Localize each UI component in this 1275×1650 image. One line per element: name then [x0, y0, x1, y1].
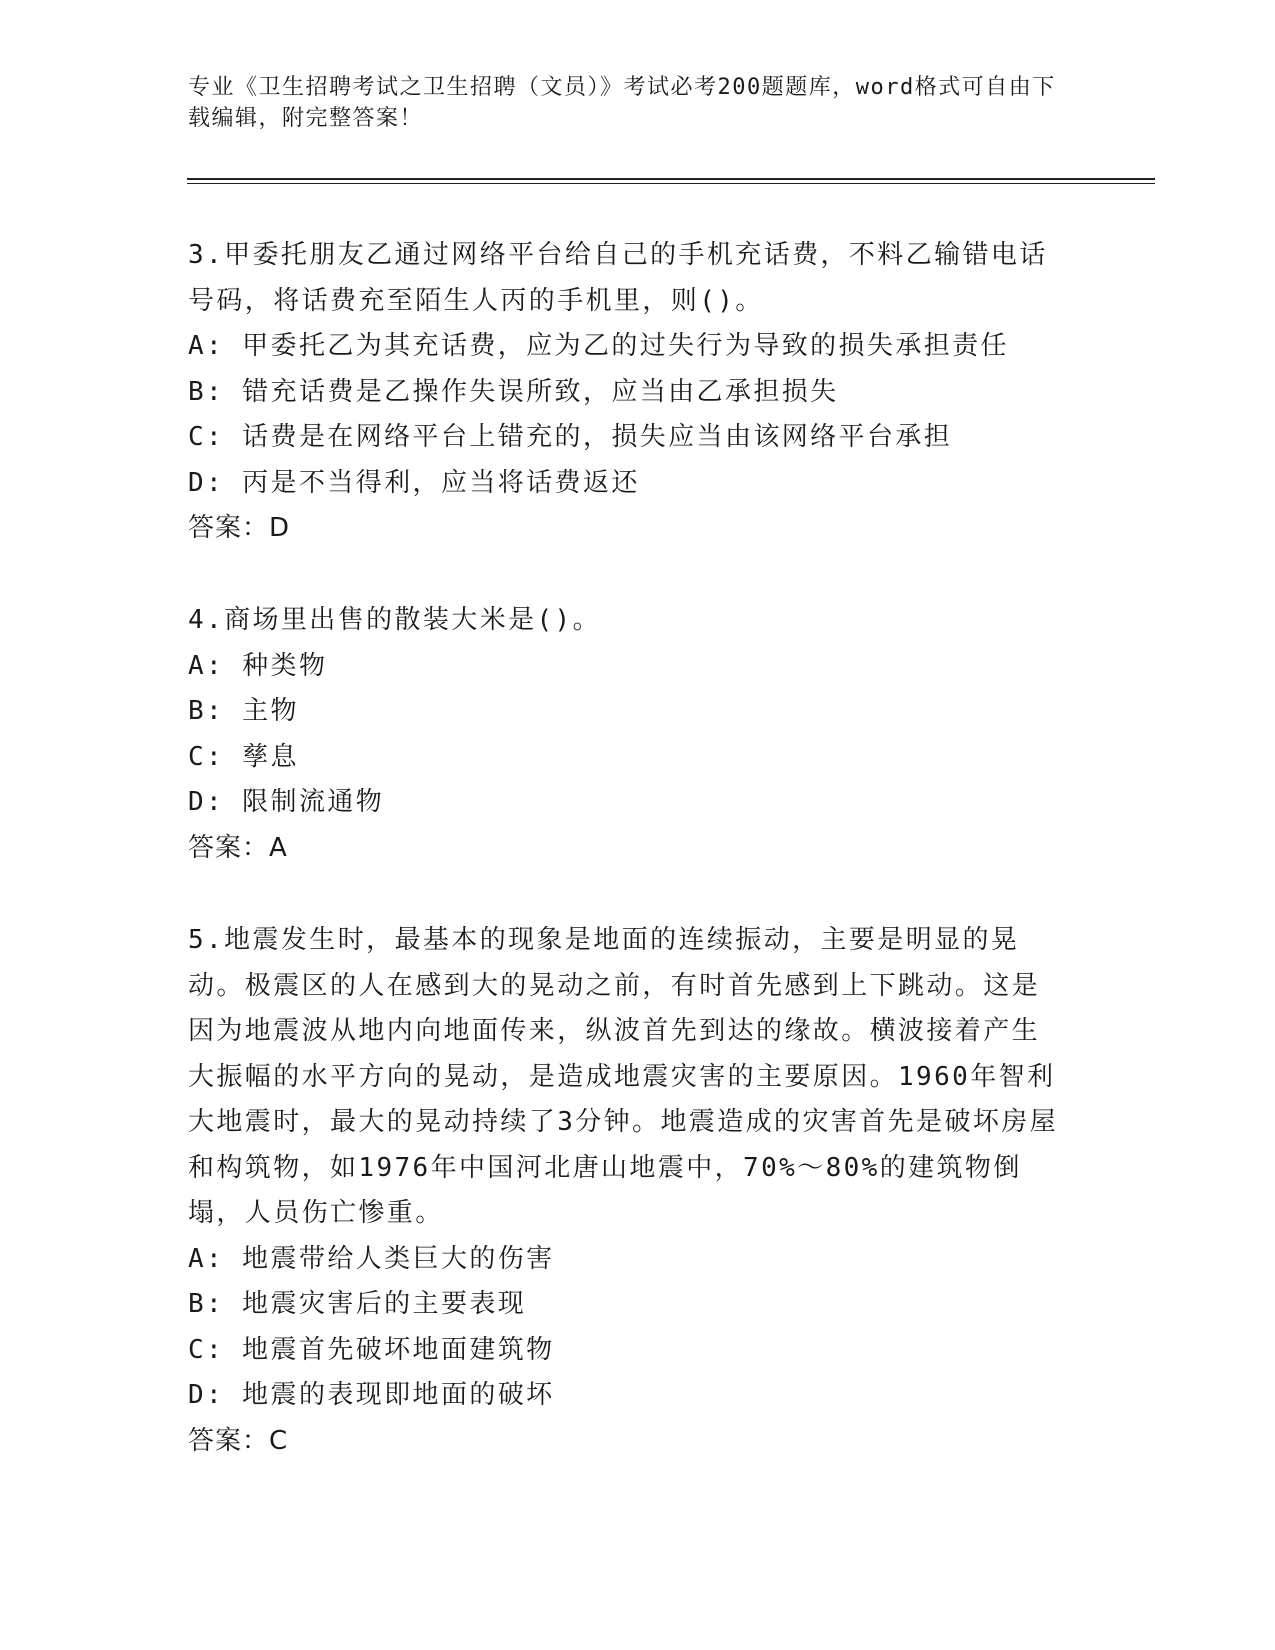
option-b: B: 错充话费是乙操作失误所致，应当由乙承担损失	[188, 376, 839, 407]
option-b: B: 主物	[188, 696, 299, 726]
question-block	[188, 918, 1068, 1464]
option-d: D: 限制流通物	[188, 787, 385, 817]
question-text: 4.商场里出售的散装大米是()。	[188, 605, 602, 635]
option-c: C: 孳息	[188, 741, 299, 772]
question-block	[188, 598, 1068, 871]
option-d: D: 丙是不当得利，应当将话费返还	[188, 467, 640, 498]
option-a: A: 种类物	[188, 650, 328, 681]
option-a: A: 地震带给人类巨大的伤害	[188, 1243, 555, 1274]
answer-line: 答案：A	[188, 832, 288, 863]
option-d: D: 地震的表现即地面的破坏	[188, 1380, 555, 1410]
question-block	[188, 233, 1068, 552]
header-divider	[187, 178, 1155, 184]
question-text: 3.甲委托朋友乙通过网络平台给自己的手机充话费，不料乙输错电话号码，将话费充至陌生人丙的手机里，则()。	[188, 240, 1048, 316]
option-b: B: 地震灾害后的主要表现	[188, 1289, 527, 1319]
option-c: C: 话费是在网络平台上错充的，损失应当由该网络平台承担	[188, 422, 953, 452]
answer-line: 答案：C	[188, 1425, 289, 1456]
question-text: 5.地震发生时，最基本的现象是地面的连续振动，主要是明显的晃动。极震区的人在感到大的晃动之前，有时首先感到上下跳动。这是因为地震波从地内向地面传来，纵波首先到达的缘故。横波接着产生大振幅的水平方向的晃动，是造成地震灾害的主要原因。1960年智利大地震时，最大的晃动持续了3分钟。地震造成的灾害首先是破坏房屋和构筑物，如1976年中国河北唐山地震中，70%～80%的建筑物倒塌，人员伤亡惨重。	[188, 925, 1059, 1228]
option-a: A: 甲委托乙为其充话费，应为乙的过失行为导致的损失承担责任	[188, 331, 1009, 361]
document-header: 专业《卫生招聘考试之卫生招聘（文员）》考试必考200题题库，word格式可自由下载编辑，附完整答案！	[188, 75, 1056, 131]
answer-line: 答案：D	[188, 513, 291, 543]
option-c: C: 地震首先破坏地面建筑物	[188, 1334, 555, 1365]
